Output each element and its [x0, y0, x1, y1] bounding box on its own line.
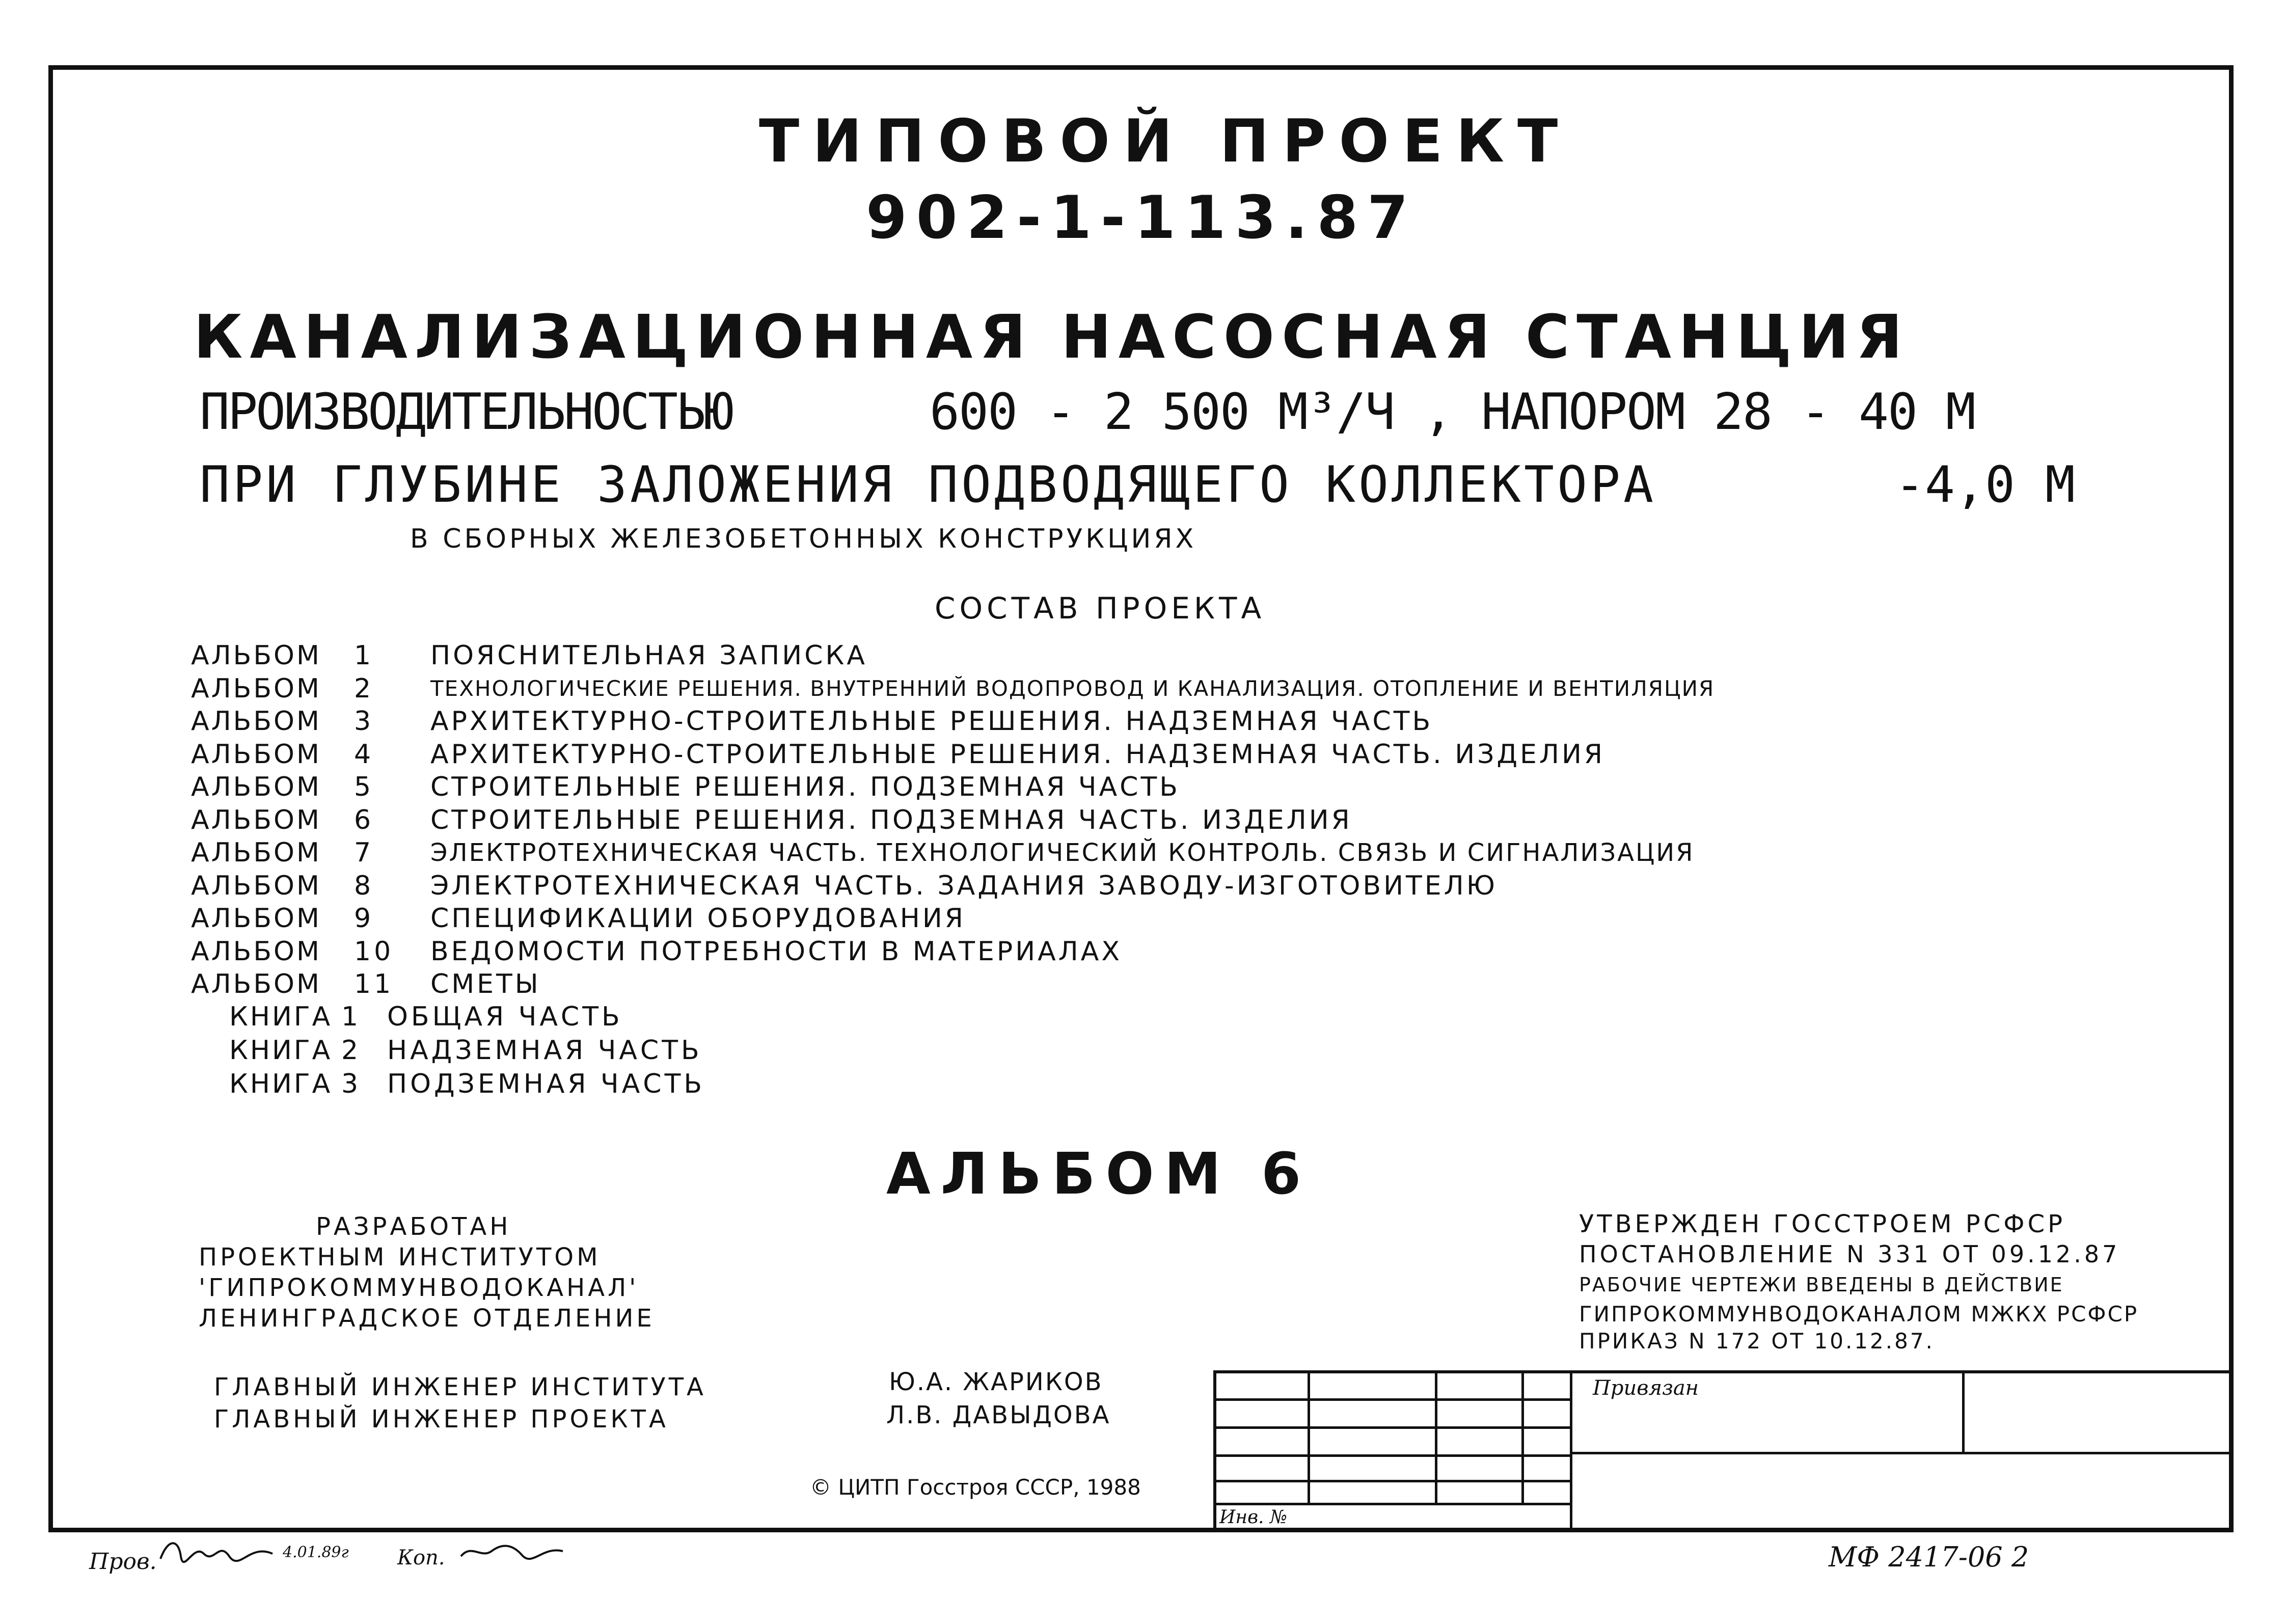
- list-item: АЛЬБОМ 6 СТРОИТЕЛЬНЫЕ РЕШЕНИЯ. ПОДЗЕМНАЯ ЧАСТЬ. ИЗДЕЛИЯ: [191, 804, 1352, 835]
- list-item: АЛЬБОМ 9 СПЕЦИФИКАЦИИ ОБОРУДОВАНИЯ: [191, 903, 966, 934]
- list-item: КНИГА 3 ПОДЗЕМНАЯ ЧАСТЬ: [229, 1069, 705, 1099]
- copied-label: Коп.: [397, 1546, 445, 1569]
- list-item: КНИГА 2 НАДЗЕМНАЯ ЧАСТЬ: [229, 1035, 702, 1066]
- checked-date: 4.01.89г: [283, 1544, 349, 1561]
- project-number: 902-1-113.87: [866, 183, 1418, 252]
- station-title: КАНАЛИЗАЦИОННАЯ НАСОСНАЯ СТАНЦИЯ: [194, 302, 1910, 372]
- performance-value: 600 - 2 500 М³/Ч , НАПОРОМ 28 - 40 М: [930, 383, 1975, 441]
- list-item: АЛЬБОМ 5 СТРОИТЕЛЬНЫЕ РЕШЕНИЯ. ПОДЗЕМНАЯ ЧАСТЬ: [191, 772, 1180, 802]
- list-item: КНИГА 1 ОБЩАЯ ЧАСТЬ: [229, 1002, 623, 1032]
- list-item: АЛЬБОМ 7 ЭЛЕКТРОТЕХНИЧЕСКАЯ ЧАСТЬ. ТЕХНОЛОГИЧЕСКИЙ КОНТРОЛЬ. СВЯЗЬ И СИГНАЛИЗАЦИЯ: [191, 837, 1695, 868]
- chief-engineer-institute-name: Ю.А. ЖАРИКОВ: [889, 1368, 1103, 1396]
- depth-value: -4,0 М: [1895, 456, 2076, 514]
- checked-signature-icon: [158, 1533, 275, 1569]
- approval-line-4: ГИПРОКОММУНВОДОКАНАЛОМ МЖКХ РСФСР: [1579, 1302, 2139, 1327]
- construction-subtitle: В СБОРНЫХ ЖЕЛЕЗОБЕТОННЫХ КОНСТРУКЦИЯХ: [410, 524, 1197, 554]
- approval-line-3: РАБОЧИЕ ЧЕРТЕЖИ ВВЕДЕНЫ В ДЕЙСТВИЕ: [1579, 1274, 2064, 1296]
- developer-line-2: ПРОЕКТНЫМ ИНСТИТУТОМ: [199, 1243, 601, 1271]
- chief-engineer-institute-role: ГЛАВНЫЙ ИНЖЕНЕР ИНСТИТУТА: [214, 1373, 706, 1401]
- chief-engineer-project-name: Л.В. ДАВЫДОВА: [886, 1401, 1111, 1429]
- sheet-code: МФ 2417-06 2: [1829, 1541, 2029, 1573]
- approval-line-2: ПОСТАНОВЛЕНИЕ N 331 ОТ 09.12.87: [1579, 1240, 2120, 1268]
- albums-list: [191, 639, 1715, 1001]
- developer-line-1: РАЗРАБОТАН: [316, 1212, 511, 1241]
- list-item: АЛЬБОМ 10 ВЕДОМОСТИ ПОТРЕБНОСТИ В МАТЕРИАЛАХ: [191, 936, 1122, 967]
- performance-label: ПРОИЗВОДИТЕЛЬНОСТЬЮ: [200, 383, 732, 441]
- list-item: АЛЬБОМ 11 СМЕТЫ: [191, 969, 541, 999]
- developer-line-3: 'ГИПРОКОММУНВОДОКАНАЛ': [199, 1274, 639, 1302]
- album-title: АЛЬБОМ 6: [886, 1141, 1312, 1207]
- depth-label: ПРИ ГЛУБИНЕ ЗАЛОЖЕНИЯ ПОДВОДЯЩЕГО КОЛЛЕКТОРА: [200, 456, 1657, 514]
- chief-engineer-project-role: ГЛАВНЫЙ ИНЖЕНЕР ПРОЕКТА: [214, 1405, 669, 1433]
- attached-label: Привязан: [1593, 1376, 1699, 1400]
- title-block: [1213, 1370, 2234, 1532]
- checked-label: Пров.: [89, 1549, 157, 1575]
- list-item: АЛЬБОМ 2 ТЕХНОЛОГИЧЕСКИЕ РЕШЕНИЯ. ВНУТРЕННИЙ ВОДОПРОВОД И КАНАЛИЗАЦИЯ. ОТОПЛЕНИЕ И ВЕНТИЛЯЦИЯ: [191, 673, 1715, 704]
- list-item: АЛЬБОМ 3 АРХИТЕКТУРНО-СТРОИТЕЛЬНЫЕ РЕШЕНИЯ. НАДЗЕМНАЯ ЧАСТЬ: [191, 706, 1433, 737]
- list-item: АЛЬБОМ 4 АРХИТЕКТУРНО-СТРОИТЕЛЬНЫЕ РЕШЕНИЯ. НАДЗЕМНАЯ ЧАСТЬ. ИЗДЕЛИЯ: [191, 739, 1605, 770]
- approval-line-5: ПРИКАЗ N 172 ОТ 10.12.87.: [1579, 1329, 1935, 1354]
- copyright: © ЦИТП Госстроя СССР, 1988: [810, 1475, 1141, 1500]
- approval-line-1: УТВЕРЖДЕН ГОССТРОЕМ РСФСР: [1579, 1210, 2066, 1238]
- list-item: АЛЬБОМ 8 ЭЛЕКТРОТЕХНИЧЕСКАЯ ЧАСТЬ. ЗАДАНИЯ ЗАВОДУ-ИЗГОТОВИТЕЛЮ: [191, 870, 1498, 901]
- copied-signature-icon: [458, 1536, 565, 1566]
- inventory-number-label: Инв. №: [1219, 1507, 1288, 1528]
- books-list: [229, 1000, 705, 1101]
- list-item: АЛЬБОМ 1 ПОЯСНИТЕЛЬНАЯ ЗАПИСКА: [191, 640, 867, 671]
- composition-heading: СОСТАВ ПРОЕКТА: [935, 591, 1266, 626]
- project-type-title: ТИПОВОЙ ПРОЕКТ: [759, 107, 1571, 176]
- developer-line-4: ЛЕНИНГРАДСКОЕ ОТДЕЛЕНИЕ: [199, 1304, 655, 1333]
